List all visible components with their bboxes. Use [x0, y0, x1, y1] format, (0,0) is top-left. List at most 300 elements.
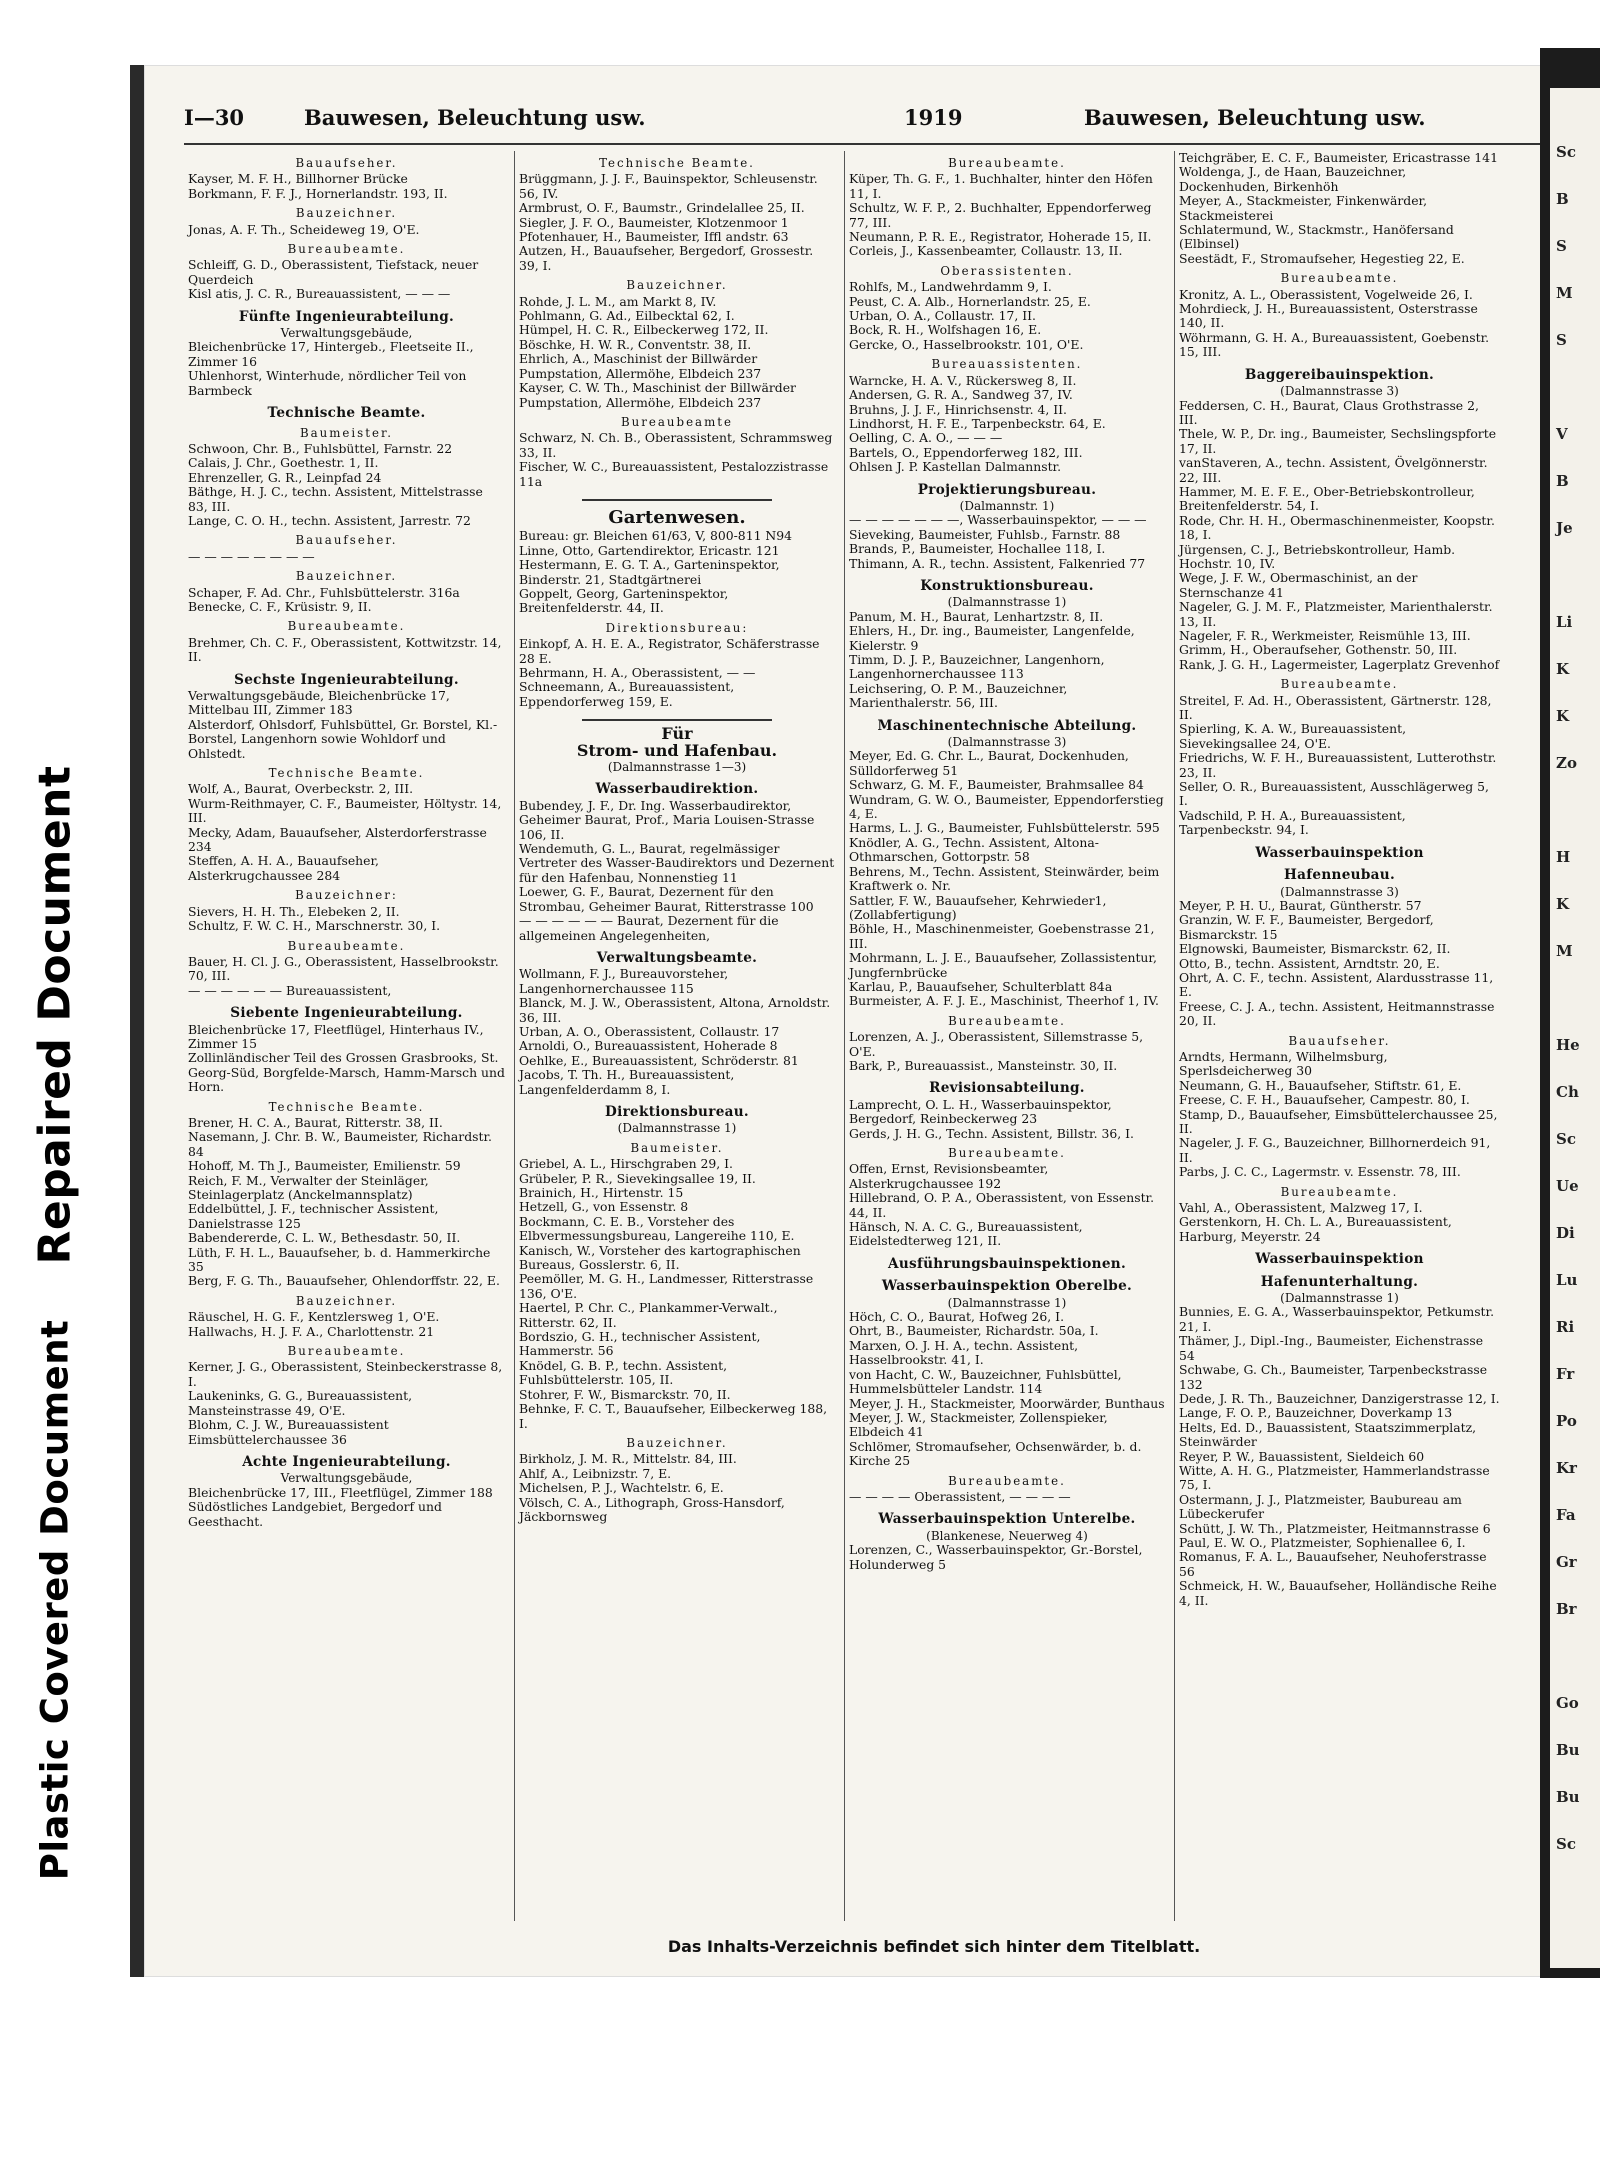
adjacent-fragment: Bu	[1556, 1788, 1580, 1806]
entry-line: Gerstenkorn, H. Ch. L. A., Bureauassistent, Harburg, Meyerstr. 24	[1179, 1214, 1452, 1244]
entry-line: Burmeister, A. F. J. E., Maschinist, Theerhof 1, IV.	[849, 993, 1159, 1009]
subsection-heading: Bauaufseher.	[295, 533, 398, 548]
entry-line: Seller, O. R., Bureauassistent, Ausschlägerweg 5, I.	[1179, 779, 1489, 809]
entry-line: Wundram, G. W. O., Baumeister, Eppendorferstieg 4, E.	[849, 791, 1164, 822]
major-heading: Gartenwesen.	[608, 506, 746, 528]
section-heading: Technische Beamte.	[267, 405, 426, 422]
entry-line: Ostermann, J. J., Platzmeister, Baubureau am Lübeckerufer	[1179, 1491, 1462, 1522]
footer-note: Das Inhalts-Verzeichnis befindet sich hinter dem Titelblatt.	[667, 1937, 1201, 1956]
entry-line: Kayser, C. W. Th., Maschinist der Billwärder Pumpstation, Allermöhe, Elbdeich 237	[519, 380, 796, 410]
entry-line: Sattler, F. W., Bauaufseher, Kehrwieder1, (Zollabfertigung)	[849, 892, 1107, 922]
address-note: (Dalmannstrasse 1)	[617, 1121, 737, 1136]
entry-line: Bleichenbrücke 17, Hintergeb., Fleetseite II., Zimmer 16	[188, 339, 474, 369]
section-heading: Wasserbauinspektion Oberelbe.	[881, 1278, 1133, 1295]
adjacent-fragment: Sc	[1556, 1130, 1576, 1148]
entry-line: Bock, R. H., Wolfshagen 16, E.	[849, 322, 1042, 338]
entry-line: Bruhns, J. J. F., Hinrichsenstr. 4, II.	[849, 401, 1067, 417]
entry-line: Schütt, J. W. Th., Platzmeister, Heitmannstrasse 6	[1179, 1520, 1491, 1536]
entry-line: Kronitz, A. L., Oberassistent, Vogelweide 26, I.	[1179, 286, 1473, 302]
entry-line: Böhle, H., Maschinenmeister, Goebenstrasse 21, III.	[849, 921, 1155, 951]
entry-line: Brainich, H., Hirtenstr. 15	[519, 1185, 684, 1200]
section-heading: Hafenunterhaltung.	[1260, 1273, 1419, 1290]
entry-line: Meyer, J. W., Stackmeister, Zollenspieker, Elbdeich 41	[849, 1409, 1108, 1440]
entry-line: Bordszio, G. H., technischer Assistent, Hammerstr. 56	[519, 1329, 761, 1359]
subsection-heading: Bauaufseher.	[295, 156, 398, 170]
entry-line: Schneemann, A., Bureauassistent, Eppendorferweg 159, E.	[519, 679, 735, 709]
adjacent-page-edge	[1540, 48, 1600, 1978]
entry-line: Schultz, W. F. P., 2. Buchhalter, Eppendorferweg 77, III.	[849, 200, 1152, 230]
section-heading: Wasserbaudirektion.	[595, 781, 759, 798]
adjacent-fragment: Ch	[1556, 1083, 1579, 1101]
entry-line: Meyer, Ed. G. Chr. L., Baurat, Dockenhuden, Sülldorferweg 51	[849, 748, 1129, 778]
entry-line: Panum, M. H., Baurat, Lenhartzstr. 8, II.	[849, 608, 1104, 624]
entry-line: Lange, C. O. H., techn. Assistent, Jarrestr. 72	[188, 512, 471, 528]
adjacent-fragment: Po	[1556, 1412, 1577, 1430]
entry-line: Streitel, F. Ad. H., Oberassistent, Gärtnerstr. 128, II.	[1179, 692, 1492, 723]
entry-line: Dede, J. R. Th., Bauzeichner, Danzigerstrasse 12, I.	[1179, 1390, 1500, 1406]
entry-line: Alsterdorf, Ohlsdorf, Fuhlsbüttel, Gr. Borstel, Kl.-Borstel, Langenhorn sowie Wohldorf und Ohlstedt.	[188, 716, 498, 761]
entry-line: Lüth, F. H. L., Bauaufseher, b. d. Hammerkirche 35	[188, 1244, 491, 1275]
text-columns	[184, 151, 1504, 1921]
entry-line: Ohlsen J. P. Kastellan Dalmannstr.	[849, 459, 1062, 475]
adjacent-fragment: K	[1556, 895, 1570, 913]
adjacent-page-strip	[1550, 88, 1600, 1968]
entry-line: Wolf, A., Baurat, Overbeckstr. 2, III.	[188, 781, 414, 797]
adjacent-fragment: Go	[1556, 1694, 1579, 1712]
entry-line: Elgnowski, Baumeister, Bismarckstr. 62, II.	[1179, 941, 1451, 957]
entry-line: Otto, B., techn. Assistent, Arndtstr. 20, E.	[1179, 955, 1440, 971]
entry-line: Linne, Otto, Gartendirektor, Ericastr. 121	[519, 542, 780, 558]
entry-line: Brener, H. C. A., Baurat, Ritterstr. 38, II.	[188, 1114, 443, 1130]
adjacent-fragment: Li	[1556, 613, 1573, 631]
entry-line: Hammer, M. E. F. E., Ober-Betriebskontrolleur, Breitenfelderstr. 54, I.	[1179, 483, 1475, 514]
entry-line: Leichsering, O. P. M., Bauzeichner, Marienthalerstr. 56, III.	[849, 680, 1068, 711]
entry-line: Bunnies, E. G. A., Wasserbauinspektor, Petkumstr. 21, I.	[1179, 1304, 1495, 1334]
entry-line: Goppelt, Georg, Garteninspektor, Breitenfelderstr. 44, II.	[519, 585, 729, 616]
entry-line: Stohrer, F. W., Bismarckstr. 70, II.	[519, 1386, 731, 1402]
entry-line: Blohm, C. J. W., Bureauassistent Eimsbüttelerchaussee 36	[188, 1417, 389, 1447]
entry-line: Ehlers, H., Dr. ing., Baumeister, Langenfelde, Kielerstr. 9	[849, 623, 1135, 653]
section-heading: Maschinentechnische Abteilung.	[877, 717, 1137, 734]
entry-line: Nageler, G. J. M. F., Platzmeister, Marienthalerstr. 13, II.	[1179, 599, 1493, 629]
address-note: (Dalmannstrasse 3)	[947, 735, 1067, 750]
subsection-heading: Bauzeichner.	[626, 278, 728, 293]
entry-line: Völsch, C. A., Lithograph, Gross-Hansdorf, Jäckbornsweg	[519, 1494, 785, 1524]
adjacent-fragment: Sc	[1556, 1835, 1576, 1853]
entry-line: Kisl atis, J. C. R., Bureauassistent, — — —	[188, 286, 451, 302]
entry-line: Calais, J. Chr., Goethestr. 1, II.	[188, 455, 379, 471]
adjacent-fragment: Lu	[1556, 1271, 1578, 1289]
entry-line: Wollmann, F. J., Bureauvorsteher, Langenhornerchaussee 115	[519, 966, 729, 996]
entry-line: Lorenzen, C., Wasserbauinspektor, Gr.-Borstel, Holunderweg 5	[849, 1542, 1143, 1572]
entry-line: Warncke, H. A. V., Rückersweg 8, II.	[849, 372, 1077, 388]
subsection-heading: Technische Beamte.	[599, 156, 755, 170]
adjacent-fragment: He	[1556, 1036, 1580, 1054]
subsection-heading: Bureaubeamte.	[1280, 1184, 1399, 1199]
section-heading: Projektierungsbureau.	[917, 481, 1097, 498]
section-heading: Fünfte Ingenieurabteilung.	[238, 308, 455, 325]
entry-line: Jacobs, T. Th. H., Bureauassistent, Langenfelderdamm 8, I.	[519, 1067, 735, 1097]
entry-line: Bark, P., Bureauassist., Mansteinstr. 30, II.	[849, 1057, 1118, 1073]
entry-line: Grübeler, P. R., Sievekingsallee 19, II.	[519, 1170, 756, 1186]
entry-line: Pohlmann, G. Ad., Eilbecktal 62, I.	[519, 308, 735, 324]
entry-line: Ehrenzeller, G. R., Leinpfad 24	[188, 469, 382, 485]
adjacent-fragment: Br	[1556, 1600, 1577, 1618]
subsection-heading: Bureaubeamte.	[1280, 677, 1399, 692]
entry-line: Arndts, Hermann, Wilhelmsburg, Sperlsdeicherweg 30	[1179, 1048, 1388, 1079]
section-heading: Verwaltungsbeamte.	[596, 949, 758, 966]
entry-line: Borkmann, F. F. J., Hornerlandstr. 193, II.	[188, 185, 448, 201]
header-year: 1919	[904, 105, 963, 130]
entry-line: Uhlenhorst, Winterhude, nördlicher Teil von Barmbeck	[188, 368, 467, 398]
header-title-left: Bauwesen, Beleuchtung usw.	[304, 105, 646, 130]
entry-line: Benecke, C. F., Krüsistr. 9, II.	[188, 598, 372, 614]
entry-line: Sieveking, Baumeister, Fuhlsb., Farnstr. 88	[849, 526, 1121, 542]
entry-line: Urban, O. A., Collaustr. 17, II.	[849, 308, 1036, 324]
section-heading: Wasserbauinspektion	[1255, 1251, 1424, 1268]
entry-line: Helts, Ed. D., Bauassistent, Staatszimmerplatz, Steinwärder	[1179, 1419, 1477, 1450]
subsection-heading: Bureaubeamte.	[287, 242, 406, 257]
entry-line: Armbrust, O. F., Baumstr., Grindelallee 25, II.	[519, 200, 805, 216]
entry-line: Feddersen, C. H., Baurat, Claus Grothstrasse 2, III.	[1179, 397, 1479, 427]
entry-line: Spierling, K. A. W., Bureauassistent, Sievekingsallee 24, O'E.	[1179, 721, 1407, 751]
entry-line: Hillebrand, O. P. A., Oberassistent, von Essenstr. 44, II.	[849, 1190, 1155, 1220]
major-heading: Für	[661, 724, 693, 744]
address-note: (Blankenese, Neuerweg 4)	[926, 1528, 1088, 1543]
entry-line: Brehmer, Ch. C. F., Oberassistent, Kottwitzstr. 14, II.	[188, 634, 502, 665]
entry-line: Seestädt, F., Stromaufseher, Hegestieg 22, E.	[1179, 250, 1465, 266]
entry-line: Hestermann, E. G. T. A., Garteninspektor, Binderstr. 21, Stadtgärtnerei	[519, 557, 780, 587]
entry-line: — — — — Oberassistent, — — — —	[849, 1488, 1071, 1504]
entry-line: Bartels, O., Eppendorferweg 182, III.	[849, 444, 1083, 460]
entry-line: Rohde, J. L. M., am Markt 8, IV.	[519, 293, 717, 309]
entry-line: Schwarz, N. Ch. B., Oberassistent, Schrammsweg 33, II.	[519, 430, 833, 460]
entry-line: Kayser, M. F. H., Billhorner Brücke	[188, 171, 408, 187]
entry-line: Blanck, M. J. W., Oberassistent, Altona, Arnoldstr. 36, III.	[519, 995, 831, 1025]
section-heading: Wasserbauinspektion Unterelbe.	[878, 1511, 1136, 1528]
entry-line: Bureau: gr. Bleichen 61/63, V, 800-811 N94	[519, 528, 793, 544]
entry-line: — — — — — — Bureauassistent,	[188, 982, 392, 998]
adjacent-fragment: Kr	[1556, 1459, 1577, 1477]
entry-line: Neumann, P. R. E., Registrator, Hoherade 15, II.	[849, 229, 1152, 245]
entry-line: Rohlfs, M., Landwehrdamm 9, I.	[849, 279, 1052, 295]
subsection-heading: Bauaufseher.	[1288, 1033, 1391, 1048]
entry-line: Rode, Chr. H. H., Obermaschinenmeister, Koopstr. 18, I.	[1179, 512, 1495, 543]
section-heading: Konstruktionsbureau.	[920, 577, 1094, 594]
entry-line: Knödler, A. G., Techn. Assistent, Altona-Othmarschen, Gottorpstr. 58	[849, 834, 1099, 865]
column-4	[1174, 151, 1504, 1921]
adjacent-fragment: S	[1556, 237, 1567, 255]
entry-line: Nageler, F. R., Werkmeister, Reismühle 13, III.	[1179, 628, 1471, 643]
entry-line: Parbs, J. C. C., Lagermstr. v. Essenstr. 78, III.	[1179, 1164, 1461, 1180]
adjacent-fragment: Sc	[1556, 143, 1576, 161]
repaired-document-label: Repaired Document	[29, 765, 81, 1265]
address-note: (Dalmannstrasse 1)	[1280, 1291, 1399, 1306]
address-note: (Dalmannstrasse 1—3)	[607, 760, 747, 775]
adjacent-fragment: Ue	[1556, 1177, 1579, 1195]
entry-line: Böschke, H. W. R., Conventstr. 38, II.	[519, 336, 752, 352]
address-note: (Dalmannstrasse 3)	[1280, 884, 1399, 899]
entry-line: Kerner, J. G., Oberassistent, Steinbeckerstrasse 8, I.	[188, 1359, 503, 1389]
subsection-heading: Technische Beamte.	[268, 1099, 425, 1114]
entry-line: Lange, F. O. P., Bauzeichner, Doverkamp 13	[1179, 1405, 1453, 1421]
entry-line: Pfotenhauer, H., Baumeister, Iffl andstr. 63	[519, 229, 789, 245]
entry-line: Hohoff, M. Th J., Baumeister, Emilienstr. 59	[188, 1158, 461, 1174]
entry-line: Zollinländischer Teil des Grossen Grasbrooks, St. Georg-Süd, Borgfelde-Marsch, Hamm-Marsch und Horn.	[188, 1050, 505, 1095]
entry-line: Eddelbüttel, J. F., technischer Assistent, Danielstrasse 125	[188, 1201, 439, 1231]
entry-line: Laukeninks, G. G., Bureauassistent, Mansteinstrasse 49, O'E.	[188, 1388, 413, 1418]
entry-line: Freese, C. J. A., techn. Assistent, Heitmannstrasse 20, II.	[1179, 998, 1495, 1029]
entry-line: Räuschel, H. G. F., Kentzlersweg 1, O'E.	[188, 1309, 440, 1325]
entry-line: Marxen, O. J. H. A., techn. Assistent, Hasselbrookstr. 41, I.	[849, 1337, 1079, 1368]
entry-line: Mohrdieck, J. H., Bureauassistent, Osterstrasse 140, II.	[1179, 301, 1478, 331]
entry-line: Schwarz, G. M. F., Baumeister, Brahmsallee 84	[849, 777, 1144, 793]
column-3	[844, 151, 1169, 1921]
column-1	[184, 151, 509, 1921]
major-heading: Strom- und Hafenbau.	[576, 740, 778, 760]
entry-line: Schwabe, G. Ch., Baumeister, Tarpenbeckstrasse 132	[1179, 1362, 1488, 1392]
entry-line: Thele, W. P., Dr. ing., Baumeister, Sechslingspforte 17, II.	[1179, 426, 1497, 456]
header-title-right: Bauwesen, Beleuchtung usw.	[1084, 105, 1426, 130]
subsection-heading: Bureaubeamte.	[948, 1473, 1066, 1488]
entry-line: Einkopf, A. H. E. A., Registrator, Schäferstrasse 28 E.	[519, 636, 820, 666]
entry-line: Hümpel, H. C. R., Eilbeckerweg 172, II.	[519, 322, 769, 338]
entry-line: Schleiff, G. D., Oberassistent, Tiefstack, neuer Querdeich	[188, 257, 479, 287]
section-heading: Baggereibauinspektion.	[1244, 366, 1435, 383]
adjacent-fragment: K	[1556, 707, 1570, 725]
address-note: Verwaltungsgebäude,	[280, 1471, 413, 1486]
subsection-heading: Bauzeichner.	[295, 206, 398, 221]
page-header	[184, 105, 1544, 145]
adjacent-fragment: Fr	[1556, 1365, 1575, 1383]
entry-line: — — — — — — Baurat, Dezernent für die allgemeinen Angelegenheiten,	[519, 913, 779, 943]
entry-line: Romanus, F. A. L., Bauaufseher, Neuhoferstrasse 56	[1179, 1549, 1487, 1579]
document-page	[130, 65, 1564, 1977]
entry-line: Friedrichs, W. F. H., Bureauassistent, Lutterothstr. 23, II.	[1179, 750, 1497, 780]
entry-line: Fischer, W. C., Bureauassistent, Pestalozzistrasse 11a	[519, 459, 829, 489]
entry-line: Corleis, J., Kassenbeamter, Collaustr. 13, II.	[849, 243, 1123, 259]
entry-line: Lorenzen, A. J., Oberassistent, Sillemstrasse 5, O'E.	[849, 1029, 1144, 1059]
entry-line: Gerds, J. H. G., Techn. Assistent, Billstr. 36, I.	[849, 1125, 1134, 1141]
entry-line: Schaper, F. Ad. Chr., Fuhlsbüttelerstr. 316a	[188, 584, 460, 600]
divider	[582, 719, 772, 721]
entry-line: Behrmann, H. A., Oberassistent, — —	[519, 665, 756, 680]
adjacent-fragment: K	[1556, 660, 1570, 678]
subsection-heading: Bureaubeamte.	[287, 938, 406, 953]
entry-line: Oehlke, E., Bureauassistent, Schröderstr. 81	[519, 1052, 799, 1068]
entry-line: Vadschild, P. H. A., Bureauassistent, Tarpenbeckstr. 94, I.	[1179, 807, 1406, 838]
entry-line: Hänsch, N. A. C. G., Bureauassistent, Eidelstedterweg 121, II.	[849, 1219, 1083, 1249]
entry-line: Mecky, Adam, Bauaufseher, Alsterdorferstrasse 234	[188, 824, 487, 855]
section-heading: Wasserbauinspektion	[1255, 844, 1424, 861]
entry-line: Babendererde, C. L. W., Bethesdastr. 50, II.	[188, 1230, 461, 1246]
entry-line: Wurm-Reithmayer, C. F., Baumeister, Höltystr. 14, III.	[188, 795, 502, 826]
adjacent-fragment: Zo	[1556, 754, 1577, 772]
plastic-covered-label: Plastic Covered Document	[33, 1319, 77, 1881]
entry-line: Bauer, H. Cl. J. G., Oberassistent, Hasselbrookstr. 70, III.	[188, 953, 499, 984]
entry-line: von Hacht, C. W., Bauzeichner, Fuhlsbüttel, Hummelsbütteler Landstr. 114	[849, 1366, 1122, 1397]
subsection-heading: Bureaubeamte.	[287, 1344, 406, 1359]
entry-line: Wege, J. F. W., Obermaschinist, an der Sternschanze 41	[1179, 570, 1418, 600]
section-heading: Ausführungsbauinspektionen.	[887, 1255, 1126, 1272]
subsection-heading: Baumeister.	[630, 1140, 724, 1155]
entry-line: Ohrt, B., Baumeister, Richardstr. 50a, I.	[849, 1323, 1099, 1339]
entry-line: Hallwachs, H. J. F. A., Charlottenstr. 21	[188, 1323, 435, 1339]
entry-line: Karlau, P., Bauaufseher, Schulterblatt 84a	[849, 978, 1113, 994]
entry-line: Behrens, M., Techn. Assistent, Steinwärder, beim Kraftwerk o. Nr.	[849, 863, 1160, 894]
entry-line: Sievers, H. H. Th., Elebeken 2, II.	[188, 903, 400, 919]
section-heading: Achte Ingenieurabteilung.	[242, 1453, 451, 1470]
entry-line: Thämer, J., Dipl.-Ing., Baumeister, Eichenstrasse 54	[1179, 1333, 1484, 1363]
section-heading: Sechste Ingenieurabteilung.	[234, 671, 459, 688]
side-banner	[0, 0, 110, 2177]
entry-line: Teichgräber, E. C. F., Baumeister, Ericastrasse 141	[1179, 151, 1498, 165]
entry-line: Peust, C. A. Alb., Hornerlandstr. 25, E.	[849, 293, 1091, 309]
adjacent-fragment: S	[1556, 331, 1567, 349]
section-heading: Direktionsbureau.	[605, 1103, 749, 1120]
address-note: (Dalmannstrasse 1)	[947, 595, 1067, 610]
adjacent-fragment: Ri	[1556, 1318, 1575, 1336]
entry-line: Freese, C. F. H., Bauaufseher, Campestr. 80, I.	[1179, 1092, 1470, 1108]
adjacent-fragment: Gr	[1556, 1553, 1577, 1571]
entry-line: Brüggmann, J. J. F., Bauinspektor, Schleusenstr. 56, IV.	[519, 171, 818, 201]
entry-line: Timm, D. J. P., Bauzeichner, Langenhorn, Langenhornerchaussee 113	[849, 652, 1105, 682]
entry-line: Peemöller, M. G. H., Landmesser, Ritterstrasse 136, O'E.	[519, 1271, 814, 1301]
entry-line: Haertel, P. Chr. C., Plankammer-Verwalt., Ritterstr. 62, II.	[519, 1300, 778, 1330]
entry-line: Harms, L. J. G., Baumeister, Fuhlsbüttelerstr. 595	[849, 820, 1160, 836]
entry-line: Ahlf, A., Leibnizstr. 7, E.	[519, 1465, 672, 1481]
entry-line: Birkholz, J. M. R., Mittelstr. 84, III.	[519, 1451, 737, 1467]
entry-line: Steffen, A. H. A., Bauaufseher, Alsterkrugchaussee 284	[188, 853, 379, 883]
section-heading: Revisionsabteilung.	[929, 1080, 1085, 1097]
adjacent-fragment: Di	[1556, 1224, 1575, 1242]
entry-line: Berg, F. G. Th., Bauaufseher, Ohlendorffstr. 22, E.	[188, 1273, 500, 1289]
entry-line: Neumann, G. H., Bauaufseher, Stiftstr. 61, E.	[1179, 1077, 1462, 1093]
subsection-heading: Bureaubeamte.	[948, 1146, 1066, 1160]
entry-line: Paul, E. W. O., Platzmeister, Sophienallee 6, I.	[1179, 1534, 1466, 1550]
adjacent-fragment: M	[1556, 942, 1573, 960]
entry-line: — — — — — — — —	[188, 548, 315, 564]
adjacent-fragment: Fa	[1556, 1506, 1576, 1524]
subsection-heading: Bauzeichner:	[295, 888, 398, 903]
entry-line: Mohrmann, L. J. E., Bauaufseher, Zollassistentur, Jungfernbrücke	[849, 950, 1157, 980]
entry-line: Jürgensen, C. J., Betriebskontrolleur, Hamb. Hochstr. 10, IV.	[1179, 541, 1456, 571]
divider	[582, 499, 772, 501]
entry-line: Kanisch, W., Vorsteher des kartographischen Bureaus, Gosslerstr. 6, II.	[519, 1242, 801, 1273]
entry-line: Siegler, J. F. O., Baumeister, Klotzenmoor 1	[519, 214, 789, 230]
entry-line: Bäthge, H. J. C., techn. Assistent, Mittelstrasse 83, III.	[188, 484, 483, 514]
entry-line: Bubendey, J. F., Dr. Ing. Wasserbaudirektor, Geheimer Baurat, Prof., Maria Louisen-Strasse 106, II.	[519, 797, 815, 842]
entry-line: Offen, Ernst, Revisionsbeamter, Alsterkrugchaussee 192	[849, 1161, 1049, 1191]
subsection-heading: Bureaubeamte	[621, 414, 733, 429]
entry-line: Schwoon, Chr. B., Fuhlsbüttel, Farnstr. 22	[188, 440, 453, 456]
entry-line: Schmeick, H. W., Bauaufseher, Holländische Reihe 4, II.	[1179, 1578, 1497, 1608]
entry-line: Griebel, A. L., Hirschgraben 29, I.	[519, 1156, 733, 1172]
entry-line: Autzen, H., Bauaufseher, Bergedorf, Grossestr. 39, I.	[519, 243, 814, 273]
adjacent-fragment: M	[1556, 284, 1573, 302]
entry-line: Bleichenbrücke 17, Fleetflügel, Hinterhaus IV., Zimmer 15	[188, 1021, 484, 1051]
section-heading: Siebente Ingenieurabteilung.	[230, 1005, 463, 1022]
entry-line: Woldenga, J., de Haan, Bauzeichner, Dockenhuden, Birkenhöh	[1179, 164, 1407, 194]
subsection-heading: Bauzeichner.	[626, 1435, 728, 1450]
entry-line: Andersen, G. R. A., Sandweg 37, IV.	[849, 387, 1073, 403]
entry-line: Hetzell, G., von Essenstr. 8	[519, 1199, 689, 1215]
entry-line: Nageler, J. F. G., Bauzeichner, Billhornerdeich 91, II.	[1179, 1135, 1491, 1165]
adjacent-fragment: B	[1556, 190, 1569, 208]
subsection-heading: Bureaubeamte.	[1280, 271, 1399, 286]
entry-line: Nasemann, J. Chr. B. W., Baumeister, Richardstr. 84	[188, 1129, 492, 1159]
entry-line: Stamp, D., Bauaufseher, Eimsbüttelerchaussee 25, II.	[1179, 1106, 1498, 1136]
entry-line: Ehrlich, A., Maschinist der Billwärder Pumpstation, Allermöhe, Elbdeich 237	[519, 351, 762, 381]
entry-line: Reich, F. M., Verwalter der Steinläger, Steinlagerplatz (Anckelmannsplatz)	[188, 1172, 429, 1202]
entry-line: Südöstliches Landgebiet, Bergedorf und Geesthacht.	[188, 1499, 442, 1529]
adjacent-fragment: B	[1556, 472, 1569, 490]
entry-line: Arnoldi, O., Bureauassistent, Hoherade 8	[519, 1038, 778, 1054]
entry-line: Thimann, A. R., techn. Assistent, Falkenried 77	[849, 555, 1146, 571]
entry-line: Knödel, G. B. P., techn. Assistent, Fuhlsbüttelerstr. 105, II.	[519, 1357, 728, 1388]
page-number: I—30	[184, 105, 245, 130]
entry-line: Witte, A. H. G., Platzmeister, Hammerlandstrasse 75, I.	[1179, 1462, 1490, 1493]
subsection-heading: Bauzeichner.	[295, 569, 398, 584]
entry-line: Schlömer, Stromaufseher, Ochsenwärder, b. d. Kirche 25	[849, 1438, 1142, 1469]
address-note: Verwaltungsgebäude,	[280, 326, 413, 341]
entry-line: — — — — — — —, Wasserbauinspektor, — — —	[849, 512, 1147, 528]
entry-line: Bleichenbrücke 17, III., Fleetflügel, Zimmer 188	[188, 1484, 493, 1500]
entry-line: Loewer, G. F., Baurat, Dezernent für den Strombau, Geheimer Baurat, Ritterstrasse 100	[519, 884, 814, 914]
entry-line: Behnke, F. C. T., Bauaufseher, Eilbeckerweg 188, I.	[519, 1401, 828, 1431]
entry-line: Meyer, A., Stackmeister, Finkenwärder, Stackmeisterei	[1179, 193, 1428, 223]
subsection-heading: Bureaubeamte.	[948, 1013, 1066, 1028]
subsection-heading: Direktionsbureau:	[605, 620, 749, 635]
subsection-heading: Technische Beamte.	[268, 766, 425, 781]
section-heading: Hafenneubau.	[1284, 867, 1395, 884]
address-note: (Dalmannstrasse 3)	[1280, 384, 1399, 399]
entry-line: Gercke, O., Hasselbrookstr. 101, O'E.	[849, 336, 1084, 352]
entry-line: Höch, C. O., Baurat, Hofweg 26, I.	[849, 1309, 1065, 1325]
adjacent-fragment: H	[1556, 848, 1571, 866]
entry-line: Ohrt, A. C. F., techn. Assistent, Alardusstrasse 11, E.	[1179, 969, 1494, 1000]
entry-line: Küper, Th. G. F., 1. Buchhalter, hinter den Höfen 11, I.	[849, 171, 1153, 201]
entry-line: Brands, P., Baumeister, Hochallee 118, I.	[849, 541, 1106, 557]
address-note: (Dalmannstrasse 1)	[947, 1295, 1067, 1310]
entry-line: Lamprecht, O. L. H., Wasserbauinspektor, Bergedorf, Reinbeckerweg 23	[849, 1096, 1112, 1127]
address-note: (Dalmannstr. 1)	[959, 498, 1055, 513]
entry-line: Meyer, J. H., Stackmeister, Moorwärder, Bunthaus	[849, 1395, 1165, 1411]
header-rule	[184, 143, 1544, 145]
subsection-heading: Bureauassistenten.	[931, 357, 1083, 372]
entry-line: Reyer, P. W., Bauassistent, Sieldeich 60	[1179, 1448, 1425, 1464]
entry-line: Rank, J. G. H., Lagermeister, Lagerplatz Grevenhof	[1179, 656, 1500, 672]
entry-line: Verwaltungsgebäude, Bleichenbrücke 17, Mittelbau III, Zimmer 183	[188, 688, 450, 718]
entry-line: Lindhorst, H. F. E., Tarpenbeckstr. 64, E.	[849, 415, 1106, 431]
subsection-heading: Bauzeichner.	[295, 1293, 398, 1308]
entry-line: Oelling, C. A. O., — — —	[849, 430, 1003, 446]
entry-line: Schultz, F. W. C. H., Marschnerstr. 30, I.	[188, 918, 441, 934]
adjacent-fragment: Bu	[1556, 1741, 1580, 1759]
subsection-heading: Oberassistenten.	[940, 263, 1074, 278]
entry-line: Schlatermund, W., Stackmstr., Hanöfersand (Elbinsel)	[1179, 222, 1454, 252]
entry-line: Jonas, A. F. Th., Scheideweg 19, O'E.	[188, 221, 420, 237]
entry-line: Meyer, P. H. U., Baurat, Güntherstr. 57	[1179, 897, 1422, 913]
entry-line: Granzin, W. F. F., Baumeister, Bergedorf, Bismarckstr. 15	[1179, 912, 1434, 942]
subsection-heading: Baumeister.	[299, 425, 394, 440]
entry-line: Wöhrmann, G. H. A., Bureauassistent, Goebenstr. 15, III.	[1179, 329, 1490, 360]
adjacent-fragment: Je	[1556, 519, 1573, 537]
entry-line: Urban, A. O., Oberassistent, Collaustr. 17	[519, 1023, 780, 1039]
entry-line: Grimm, H., Oberaufseher, Gothenstr. 50, III.	[1179, 642, 1458, 658]
entry-line: Bockmann, C. E. B., Vorsteher des Elbvermessungsbureau, Langereihe 110, E.	[519, 1213, 795, 1244]
entry-line: Vahl, A., Oberassistent, Malzweg 17, I.	[1179, 1200, 1423, 1216]
